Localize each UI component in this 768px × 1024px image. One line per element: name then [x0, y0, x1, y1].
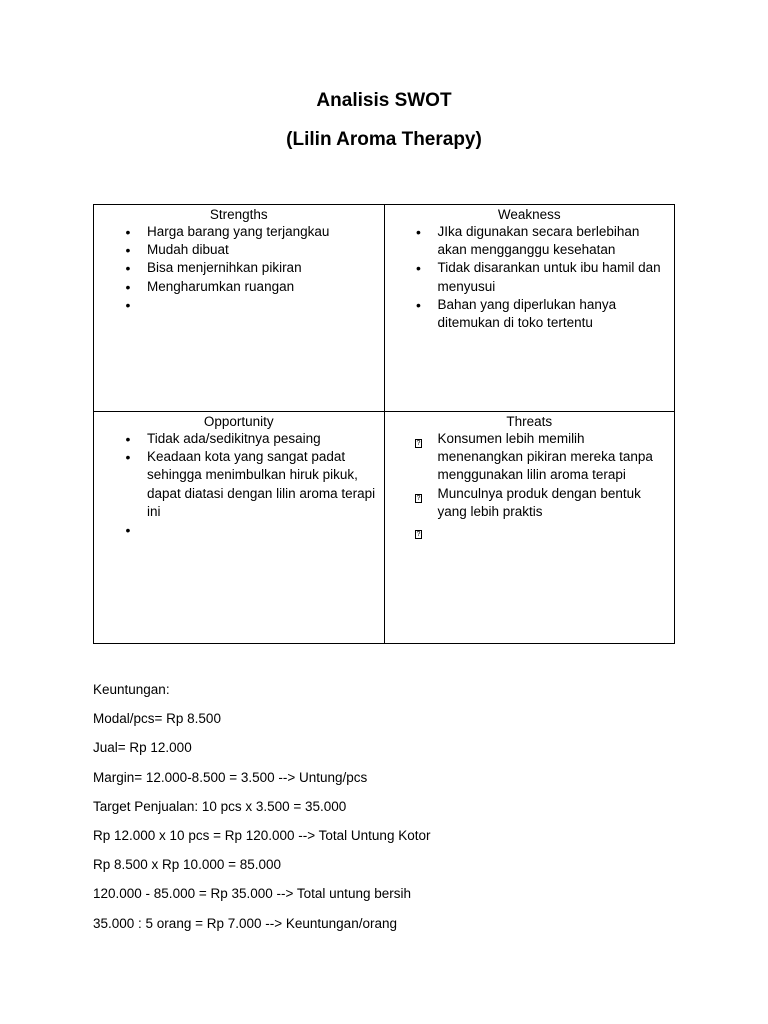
list-item — [94, 521, 384, 539]
list-item — [385, 296, 675, 332]
threats-cell — [384, 412, 675, 644]
weakness-heading: Weakness — [497, 207, 561, 222]
profit-line: Rp 8.500 x Rp 10.000 = 85.000 — [93, 857, 282, 873]
swot-table — [93, 204, 675, 644]
bullet-icon: • — [416, 260, 421, 277]
bullet-icon: • — [416, 224, 421, 240]
list-item — [385, 430, 675, 485]
bullet-icon: • — [125, 224, 131, 240]
list-item — [385, 521, 675, 539]
list-item — [385, 223, 675, 259]
bullet-icon: • — [125, 296, 131, 313]
threats-list — [385, 430, 675, 539]
bullet-icon: • — [125, 260, 131, 277]
list-item — [94, 430, 384, 448]
list-item — [94, 241, 384, 259]
list-item — [94, 259, 384, 277]
list-item-text: JIka digunakan secara berlebihan akan mengganggu kesehatan — [437, 224, 640, 258]
opportunity-heading: Opportunity — [203, 414, 274, 429]
list-item-text: Harga barang yang terjangkau — [147, 224, 330, 239]
weakness-cell — [384, 205, 675, 412]
profit-section — [93, 680, 693, 943]
missing-glyph-icon: ? — [416, 494, 421, 502]
threats-heading: Threats — [506, 414, 553, 429]
bullet-icon: • — [125, 522, 131, 539]
bullet-icon: • — [125, 431, 131, 447]
strengths-cell — [94, 205, 385, 412]
bullet-icon: • — [125, 278, 131, 295]
list-item — [94, 223, 384, 241]
list-item-text: Bahan yang diperlukan hanya ditemukan di toko tertentu — [437, 296, 617, 331]
page-title: Analisis SWOT — [316, 90, 452, 111]
strengths-list — [94, 223, 384, 314]
list-item-text: Bisa menjernihkan pikiran — [147, 260, 302, 276]
missing-glyph-icon: ? — [416, 440, 421, 447]
list-item-text: Munculnya produk dengan bentuk yang lebih praktis — [437, 485, 641, 519]
profit-line: Target Penjualan: 10 pcs x 3.500 = 35.000 — [93, 798, 347, 814]
list-item-text: Tidak disarankan untuk ibu hamil dan menyusui — [437, 260, 661, 294]
missing-glyph-icon: ? — [416, 531, 421, 539]
bullet-icon: • — [125, 449, 131, 466]
list-item — [94, 278, 384, 296]
bullet-icon: • — [416, 296, 421, 313]
list-item — [385, 485, 675, 521]
profit-line: Modal/pcs= Rp 8.500 — [93, 711, 221, 727]
list-item-text: Konsumen lebih memilih menenangkan pikiran mereka tanpa menggunakan lilin aroma terapi — [437, 431, 653, 483]
opportunity-cell — [94, 412, 385, 644]
profit-line: Jual= Rp 12.000 — [93, 740, 192, 756]
opportunity-list — [94, 430, 384, 539]
profit-line: 120.000 - 85.000 = Rp 35.000 --> Total untung bersih — [93, 886, 411, 902]
list-item-text: Tidak ada/sedikitnya pesaing — [147, 431, 321, 446]
bullet-icon: • — [125, 242, 131, 259]
list-item-text: Mengharumkan ruangan — [147, 278, 295, 294]
list-item — [94, 296, 384, 314]
list-item-text: Keadaan kota yang sangat padat sehingga menimbulkan hiruk pikuk, dapat diatasi dengan lilin aroma terapi ini — [147, 449, 376, 519]
swot-row-top — [94, 205, 675, 412]
list-item — [385, 259, 675, 295]
strengths-heading: Strengths — [209, 207, 268, 222]
profit-line: Margin= 12.000-8.500 = 3.500 --> Untung/pcs — [93, 769, 368, 785]
list-item — [94, 448, 384, 521]
profit-heading: Keuntungan: — [93, 682, 170, 697]
swot-row-bottom — [94, 412, 675, 644]
profit-line: 35.000 : 5 orang = Rp 7.000 --> Keuntungan/orang — [93, 915, 397, 931]
list-item-text: Mudah dibuat — [147, 242, 229, 258]
page-subtitle: (Lilin Aroma Therapy) — [286, 129, 482, 150]
profit-line: Rp 12.000 x 10 pcs = Rp 120.000 --> Total Untung Kotor — [93, 827, 431, 843]
weakness-list — [385, 223, 675, 332]
